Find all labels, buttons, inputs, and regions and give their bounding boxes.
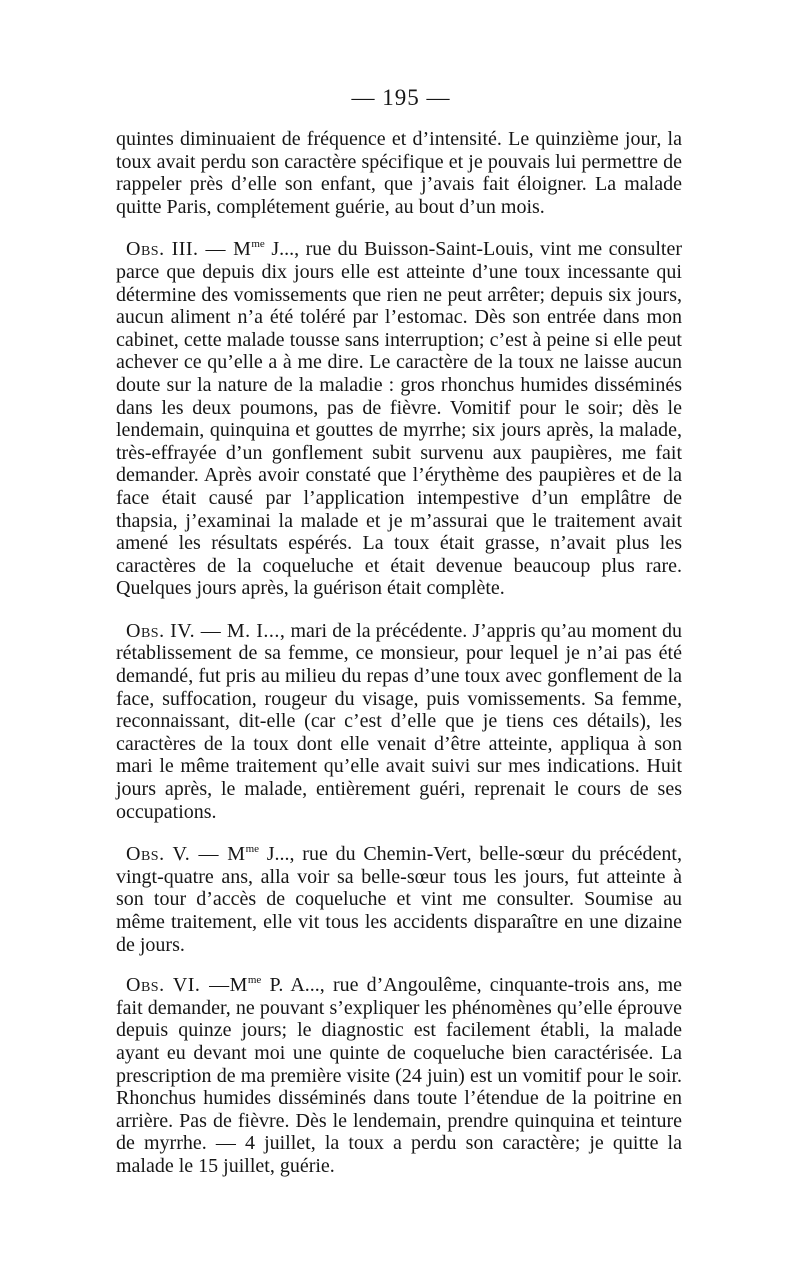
observation-5 — [116, 843, 682, 956]
observation-label: Obs. VI. —M — [126, 974, 248, 997]
title-abbrev-sup: me — [245, 843, 260, 856]
paragraph-continuation — [116, 128, 682, 218]
observation-4 — [116, 620, 682, 823]
observation-text: J..., rue du Buisson-Saint-Louis, vint me consulter parce que depuis dix jours elle est atteinte d’une toux incessante qui détermine des vomissements que rien ne peut arrêter; depuis six jours, aucun aliment n’a été toléré par l’estomac. Dès son entrée dans mon cabinet, cette malade tousse sans interruption; c’est à peine si elle peut achever ce qu’elle a à me dire. Le caractère de la toux ne laisse aucun doute sur la nature de la maladie : gros rhonchus humides disséminés dans les deux poumons, pas de fièvre. Vomitif pour le soir; dès le lendemain, quinquina et gouttes de myrrhe; six jours après, la malade, très-effrayée d’un gonflement subit survenu aux paupières, me fait demander. Après avoir constaté que l’érythème des paupières et de la face était causé par l’application intempestive d’un emplâtre de thapsia, j’examinai la malade et je m’assurai que le traitement avait amené les résultats espérés. La toux était grasse, n’avait plus les caractères de la coqueluche et était devenue beaucoup plus rare. Quelques jours après, la guérison était complète. — [116, 238, 682, 600]
title-abbrev-sup: me — [251, 238, 265, 251]
paragraph-text: quintes diminuaient de fréquence et d’intensité. Le quinzième jour, la toux avait perdu son caractère spécifique et je pouvais lui permettre de rappeler près d’elle son enfant, que j’avais fait éloigner. La malade quitte Paris, complétement guérie, au bout d’un mois. — [116, 128, 682, 218]
observation-3 — [116, 238, 682, 600]
observation-text: P. A..., rue d’Angoulême, cinquante-trois ans, me fait demander, ne pouvant s’expliquer les phénomènes qu’elle éprouve depuis quinze jours; le diagnostic est facilement établi, la malade ayant eu devant moi une quinte de coqueluche bien caractérisée. La prescription de ma première visite (24 juin) est un vomitif pour le soir. Rhonchus humides disséminés dans toute l’étendue de la poitrine en arrière. Pas de fièvre. Dès le lendemain, prendre quinquina et teinture de myrrhe. — 4 juillet, la toux a perdu son caractère; je quitte la malade le 15 juillet, guérie. — [116, 974, 683, 1177]
observation-label: Obs. III. — M — [126, 238, 252, 261]
observation-text: J..., rue du Chemin-Vert, belle-sœur du précédent, vingt-quatre ans, alla voir sa belle-sœur tous les jours, fut atteinte à son tour d’accès de coqueluche et vint me consulter. Soumise au même traitement, elle vit tous les accidents disparaître en une dizaine de jours. — [116, 843, 682, 956]
observation-label: Obs. IV. — M. I..., — [126, 619, 286, 642]
observation-label: Obs. V. — M — [126, 843, 246, 866]
title-abbrev-sup: me — [247, 974, 262, 987]
page-number: — 195 — — [351, 85, 451, 110]
observation-6 — [116, 974, 682, 1177]
observation-text: mari de la précédente. J’appris qu’au moment du rétablissement de sa femme, ce monsieur, pour lequel je n’ai pas été demandé, fut pris au milieu du repas d’une toux avec gonflement de la face, suffocation, rougeur du visage, puis vomissements. Sa femme, reconnaissant, dit-elle (car c’est d’elle que je tiens ces détails), les caractères de la toux dont elle venait d’être atteinte, appliqua à son mari le même traitement qu’elle avait suivi sur mes indications. Huit jours après, le malade, entièrement guéri, reprenait le cours de ses occupations. — [116, 619, 682, 823]
book-page — [116, 84, 682, 1178]
